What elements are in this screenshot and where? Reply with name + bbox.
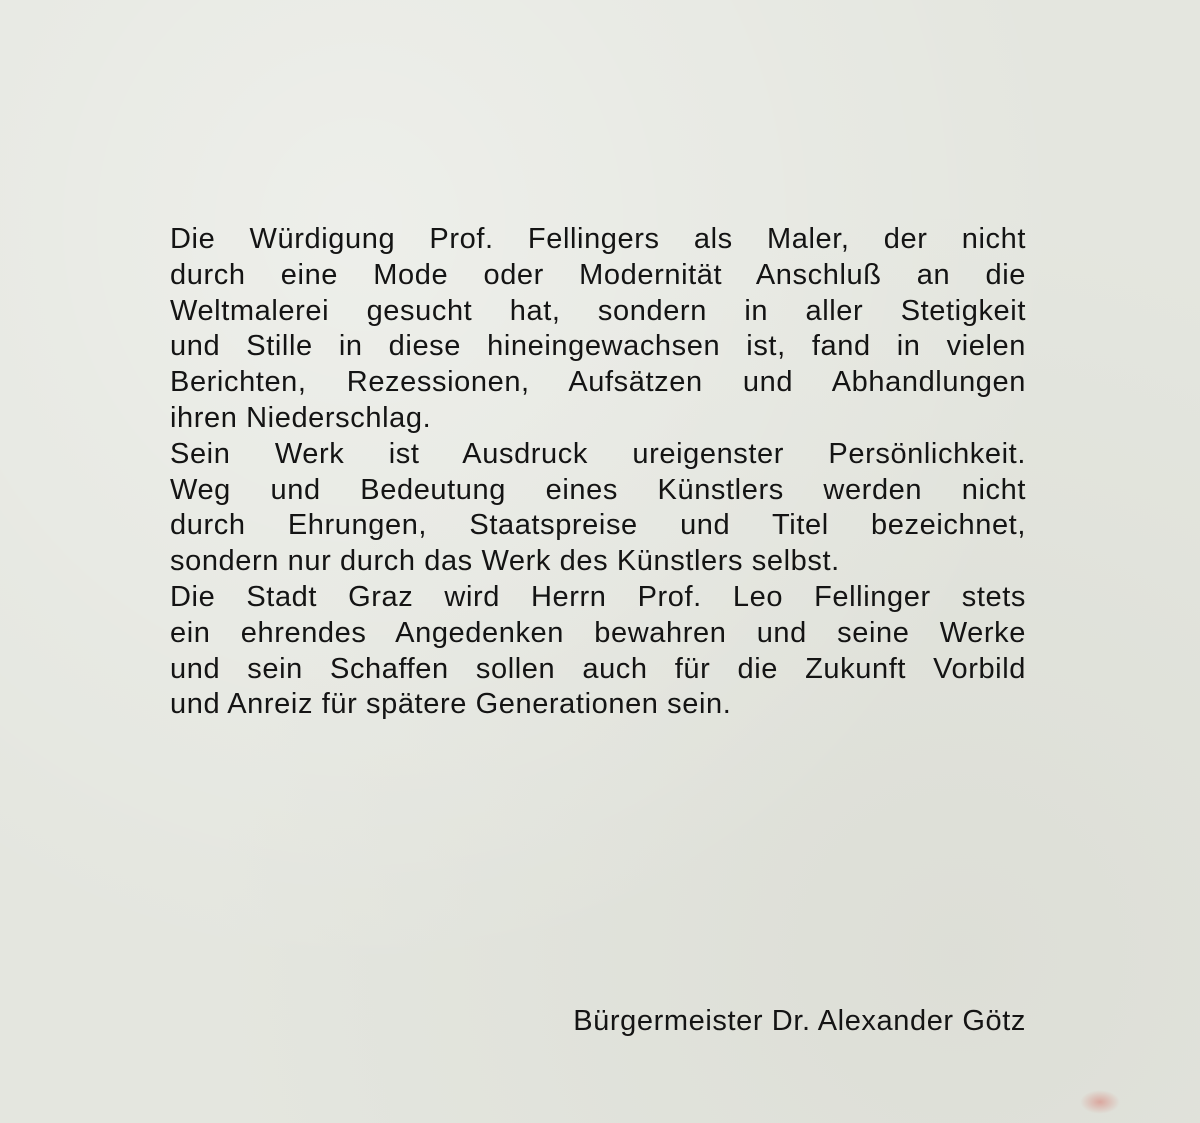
body-text — [170, 222, 1026, 723]
show-through-text-top — [180, 0, 1050, 192]
text-line: und Stille in diese hineingewachsen ist, fand in vielen — [170, 330, 1026, 363]
text-line: ihren Niederschlag. — [170, 401, 432, 434]
paragraph-tribute — [170, 222, 1026, 437]
text-line: Die Stadt Graz wird Herrn Prof. Leo Fellinger stets — [170, 580, 1026, 613]
signature: Bürgermeister Dr. Alexander Götz — [573, 1005, 1026, 1037]
text-line: Sein Werk ist Ausdruck ureigenster Persönlichkeit. — [170, 437, 1026, 470]
paragraph-work — [170, 437, 1026, 580]
text-line: durch eine Mode oder Modernität Anschluß an die — [170, 258, 1026, 291]
paragraph-city — [170, 580, 1026, 723]
text-line: und Anreiz für spätere Generationen sein. — [170, 688, 732, 721]
text-line: Die Würdigung Prof. Fellingers als Maler, der nicht — [170, 223, 1026, 255]
text-line: Weltmalerei gesucht hat, sondern in aller Stetigkeit — [170, 294, 1026, 327]
text-line: ein ehrendes Angedenken bewahren und seine Werke — [170, 616, 1026, 649]
text-line: Weg und Bedeutung eines Künstlers werden nicht — [170, 473, 1026, 506]
show-through-text-bottom — [180, 740, 1050, 920]
text-line: Berichten, Rezessionen, Aufsätzen und Abhandlungen — [170, 366, 1026, 399]
text-line: und sein Schaffen sollen auch für die Zukunft Vorbild — [170, 652, 1026, 685]
paper-stain — [1080, 1090, 1120, 1114]
text-line: sondern nur durch das Werk des Künstlers selbst. — [170, 545, 840, 578]
text-line: durch Ehrungen, Staatspreise und Titel bezeichnet, — [170, 509, 1026, 542]
